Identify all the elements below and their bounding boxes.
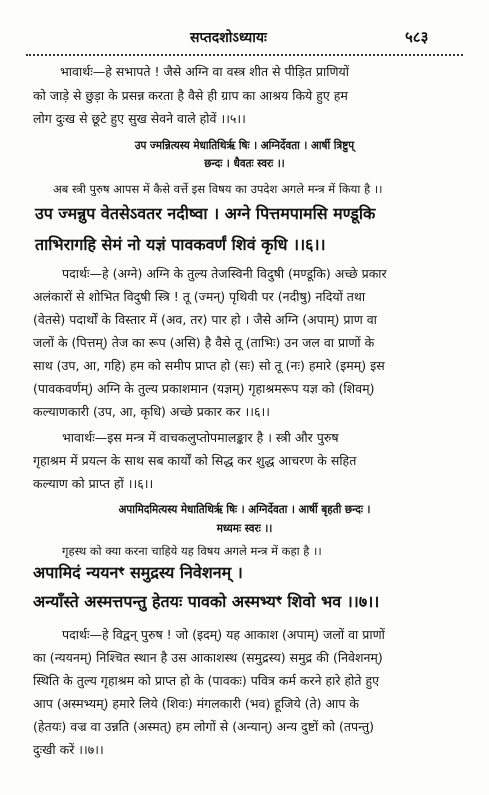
padarth-6-line-2: अलंकारों से शोभित विदुषी स्त्रि ! तू (ज्मन्) पृथिवी पर (नदीषु) नदियों तथा (33, 289, 366, 304)
mantra-6-line-2: ताभिरागहि सेमं नो यज्ञं पावकवर्णं शिवं कृधि ।।६।। (35, 235, 326, 254)
page-number: ५८३ (405, 28, 429, 46)
rishi-devata-6-line-2: छन्दः । धैवतः स्वरः ।। (204, 156, 285, 170)
intro-6: अब स्त्री पुरुष आपस में कैसे वर्त्ते इस विषय का उपदेश अगले मन्त्र में किया है ।। (53, 182, 383, 196)
bhavarth-6-line-3: कल्याण को प्राप्त हों ।।६।। (33, 476, 154, 491)
bhavarth-6-line-1: भावार्थः—इस मन्त्र में वाचकलुप्तोपमालङ्कार है । स्त्री और पुरुष (62, 430, 339, 445)
padarth-6-line-1: पदार्थः—हे (अग्ने) अग्नि के तुल्य तेजस्विनी विदुषी (मण्डूकि) अच्छे प्रकार (62, 266, 387, 281)
rishi-devata-6-line-1: उप ज्मन्नित्यस्य मेधातिथिर्ऋ षिः । अग्निर्देवता । आर्षी त्रिष्टुप् (134, 138, 355, 152)
mantra-7-line-1: अपामिदं न्ययनꣳ समुद्रस्य निवेशनम् । (33, 563, 243, 582)
padarth-7-line-2: का (न्ययनम्) निश्चित स्थान है उस आकाशस्थ (समुद्रस्य) समुद्र की (निवेशनम्) (33, 650, 383, 665)
intro-7: गृहस्थ को क्या करना चाहिये यह विषय अगले मन्त्र में कहा है ।। (62, 544, 322, 558)
padarth-6-line-3: (वेतसे) पदार्थों के विस्तार में (अव, तर) पार हो । जैसे अग्नि (अपाम्) प्राण वा (33, 312, 377, 327)
padarth-7-line-1: पदार्थः—हे विद्वन् पुरुष ! जो (इदम्) यह आकाश (अपाम्) जलों वा प्राणों (62, 627, 385, 642)
rishi-devata-7-line-2: मध्यमः स्वरः ।। (216, 521, 273, 535)
bhavarth-5-line-2: को जाड़े से छुड़ा के प्रसन्न करता है वैसे ही ग्राप का आश्रय किये हुए हम (33, 88, 348, 103)
padarth-7-line-5: (हेतयः) वज्र वा उन्नति (अस्मत्) हम लोगों से (अन्यान्) अन्य दुष्टों को (तपन्तु) (33, 719, 374, 734)
padarth-6-line-6: (पावकवर्णम्) अग्नि के तुल्य प्रकाशमान (यज्ञम्) गृहाश्रमरूप यज्ञ को (शिवम्) (33, 381, 375, 396)
bhavarth-5-line-3: लोग दुःख से छूटे हुए सुख सेवने वाले होवें ।।५।। (33, 111, 246, 126)
header-rule (26, 54, 463, 56)
bhavarth-5-line-1: भावार्थः—हे सभापते ! जैसे अग्नि वा वस्त्र शीत से पीड़ित प्राणियों (60, 64, 349, 79)
mantra-6-line-1: उप ज्मन्नुप वेतसेऽवतर नदीष्वा । अग्ने पित्तमपामसि मण्डूकि (35, 204, 376, 223)
padarth-6-line-7: कल्याणकारी (उप, आ, कृधि) अच्छे प्रकार कर ।।६।। (33, 404, 270, 419)
rishi-devata-7-line-1: अपामिदमित्यस्य मेधातिथिर्ऋ षिः । अग्निर्देवता । आर्षी बृहती छन्दः । (118, 502, 371, 516)
padarth-6-line-4: जलों के (पित्तम्) तेज का रूप (असि) है वैसे तू (ताभिः) उन जल वा प्राणों के (33, 335, 375, 350)
padarth-6-line-5: साथ (उप, आ, गहि) हम को समीप प्राप्त हो (सः) सो तू (नः) हमारे (इमम्) इस (33, 358, 385, 373)
mantra-7-line-2: अन्याँस्ते अस्मत्तपन्तु हेतयः पावको अस्मभ्यꣳ शिवो भव ।।७।। (33, 592, 380, 611)
bhavarth-6-line-2: गृहाश्रम में प्रयत्न के साथ सब कार्यों को सिद्ध कर शुद्ध आचरण के सहित (33, 453, 357, 468)
padarth-7-line-4: आप (अस्मभ्यम्) हमारे लिये (शिवः) मंगलकारी (भव) हूजिये (ते) आप के (33, 696, 359, 711)
page-header-title: सप्तदशोऽध्यायः (190, 30, 267, 46)
padarth-7-line-3: स्थिति के तुल्य गृहाश्रम को प्राप्त हो के (पावकः) पवित्र कर्म करने हारे होते हुए (33, 673, 380, 688)
padarth-7-line-6: दुःखी करें ।।७।। (33, 742, 104, 757)
